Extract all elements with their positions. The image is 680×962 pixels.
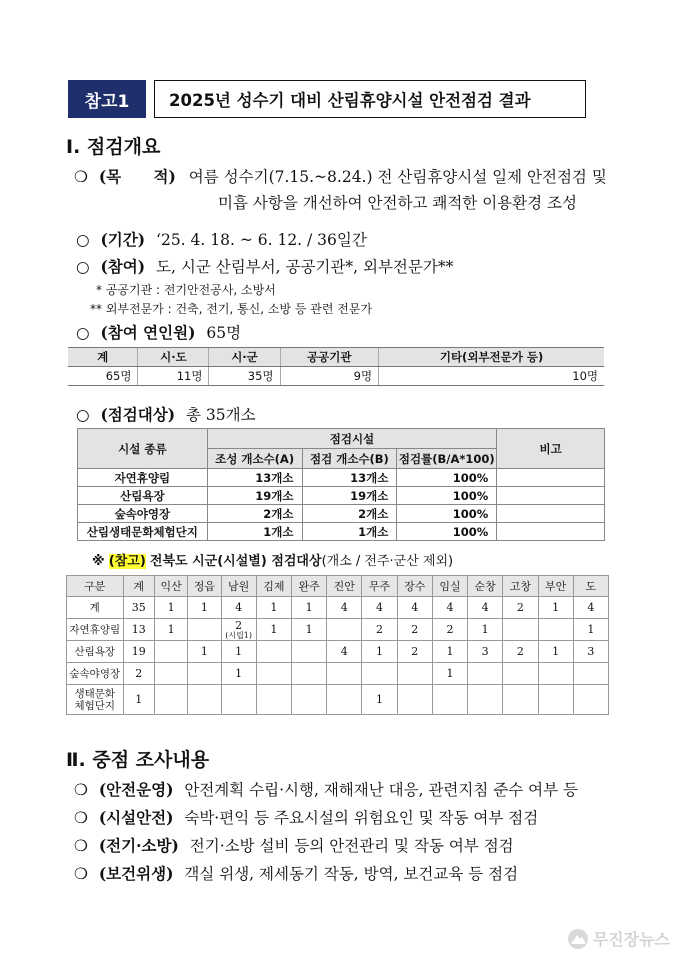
purpose-text-2: 미흡 사항을 개선하여 안전하고 쾌적한 이용환경 조성 [218,194,577,212]
table-cell [538,663,573,685]
table-cell: 1 [291,597,326,619]
table-cell: 1 [432,641,467,663]
participation-line [76,255,453,277]
col-header: 공공기관 [280,348,379,367]
table-cell: 35명 [209,367,280,386]
table-cell: 1 [154,619,187,641]
facility-table [77,428,605,541]
focus-label: (전기·소방) [98,836,179,855]
participation-label: (참여) [100,257,146,276]
table-cell: 1개소 [302,523,397,541]
table-cell: 4 [327,597,362,619]
col-header: 완주 [291,576,326,597]
table-cell: 2 [397,619,432,641]
col-header: 기타(외부전문가 등) [379,348,604,367]
purpose-line [74,165,607,187]
table-row [67,641,609,663]
col-header: 시·군 [209,348,280,367]
period-label: (기간) [100,230,146,249]
purpose-text-1: 여름 성수기(7.15.~8.24.) 전 산림휴양시설 일제 안전점검 및 [188,168,607,186]
row-name-line: 생태문화 [74,687,116,700]
row-name-line: 체험단지 [74,699,116,712]
table-cell: 4 [468,597,503,619]
table-cell: 1 [123,685,154,715]
table-cell: 1 [188,641,221,663]
table-cell: 1개소 [207,523,302,541]
watermark-text: 무진장뉴스 [592,930,670,949]
row-name: 숲속야영장 [67,663,124,685]
table-cell [327,619,362,641]
table-cell [291,641,326,663]
col-header: 익산 [154,576,187,597]
bullet-icon: ❍ [74,809,88,827]
row-name [67,685,124,715]
table-cell: 2 [503,641,538,663]
table-cell: 2 [123,663,154,685]
facility-name: 숲속야영장 [78,505,208,523]
table-cell: 3 [468,641,503,663]
row-name: 계 [67,597,124,619]
table-row [78,487,605,505]
table-cell [188,685,221,715]
purpose-label: (목 적) [98,167,176,186]
table-cell [497,487,605,505]
table-cell: 4 [397,597,432,619]
col-header: 남원 [221,576,256,597]
table-cell [291,663,326,685]
reference-tag: (참고) [108,554,146,569]
col-header: 무주 [362,576,397,597]
section-title-overview: Ⅰ. 점검개요 [66,136,161,158]
cell-value: 2 [235,618,243,632]
table-cell: 19개소 [302,487,397,505]
table-cell: 13 [123,619,154,641]
col-header-group: 점검시설 [207,429,497,449]
focus-label: (보건위생) [98,864,174,883]
table-cell [497,523,605,541]
table-cell [327,663,362,685]
participants-table [68,347,604,386]
col-header-rate: 점검률(B/A*100) [397,449,497,469]
reference-rest-text: (개소 / 전주·군산 제외) [321,554,454,569]
col-header: 정읍 [188,576,221,597]
table-cell: 1 [573,619,608,641]
table-cell [397,685,432,715]
table-cell: 4 [327,641,362,663]
watermark-logo [568,927,670,950]
table-cell: 100% [397,523,497,541]
col-header-type: 시설 종류 [78,429,208,469]
reference-mark: ※ [92,554,105,569]
table-cell [188,619,221,641]
table-cell: 1 [362,685,397,715]
table-cell: 35 [123,597,154,619]
reference-note [92,550,453,569]
table-cell [327,685,362,715]
bullet-icon: ❍ [74,837,88,855]
table-cell [468,663,503,685]
table-cell: 1 [221,663,256,685]
table-cell [256,641,291,663]
table-cell: 1 [538,597,573,619]
table-cell: 9명 [280,367,379,386]
table-row [78,523,605,541]
bullet-icon: ○ [76,231,90,249]
table-cell: 1 [188,597,221,619]
table-row [78,469,605,487]
table-cell [154,663,187,685]
table-cell [397,663,432,685]
table-cell: 2 [503,597,538,619]
table-cell: 10명 [379,367,604,386]
col-header: 장수 [397,576,432,597]
table-cell: 1 [432,663,467,685]
row-name: 산림욕장 [67,641,124,663]
table-cell: 13개소 [302,469,397,487]
table-cell [291,685,326,715]
bullet-icon: ○ [76,406,90,424]
table-cell [221,685,256,715]
note-public-agencies: * 공공기관 : 전기안전공사, 소방서 [96,283,276,297]
col-header: 부안 [538,576,573,597]
table-cell [256,685,291,715]
table-cell: 13개소 [207,469,302,487]
table-cell [154,685,187,715]
section-title-focus: Ⅱ. 중점 조사내용 [66,749,210,771]
bullet-icon: ❍ [74,781,88,799]
table-header-row [68,348,604,367]
table-row [67,663,609,685]
target-line [76,403,256,425]
table-cell [538,619,573,641]
bullet-icon: ❍ [74,865,88,883]
table-cell: 4 [362,597,397,619]
focus-text: 전기·소방 설비 등의 안전관리 및 작동 여부 점검 [189,837,514,855]
table-cell: 2개소 [207,505,302,523]
table-cell: 4 [573,597,608,619]
focus-item [74,806,538,828]
table-cell: 4 [432,597,467,619]
table-cell: 1 [538,641,573,663]
table-cell [503,663,538,685]
focus-text: 숙박·편익 등 주요시설의 위험요인 및 작동 여부 점검 [184,809,539,827]
table-cell: 1 [256,619,291,641]
col-header: 임실 [432,576,467,597]
table-row [67,685,609,715]
bullet-icon: ○ [76,258,90,276]
table-row [78,505,605,523]
table-cell: 1 [362,641,397,663]
bullet-icon: ❍ [74,168,88,186]
table-cell: 4 [221,597,256,619]
period-line [76,228,367,250]
table-cell: 1 [256,597,291,619]
bullet-icon: ○ [76,324,90,342]
mountain-icon [568,929,588,949]
table-cell [573,663,608,685]
col-header: 김제 [256,576,291,597]
table-cell [503,619,538,641]
focus-label: (안전운영) [98,780,174,799]
reference-bold-text: 전북도 시군(시설별) 점검대상 [149,554,322,569]
table-cell: 2 [432,619,467,641]
target-text: 총 35개소 [185,406,256,424]
table-cell: 1 [291,619,326,641]
col-header: 순창 [468,576,503,597]
target-label: (점검대상) [100,405,176,424]
table-cell: 1 [221,641,256,663]
col-header: 계 [68,348,138,367]
table-cell [573,685,608,715]
table-cell: 100% [397,469,497,487]
table-cell [538,685,573,715]
col-header: 진안 [327,576,362,597]
people-label: (참여 연인원) [100,323,196,342]
col-header: 도 [573,576,608,597]
table-cell: 11명 [138,367,209,386]
col-header-note: 비고 [497,429,605,469]
col-header-a: 조성 개소수(A) [207,449,302,469]
document-title: 2025년 성수기 대비 산림휴양시설 안전점검 결과 [154,80,586,118]
table-cell: 3 [573,641,608,663]
col-header: 시·도 [138,348,209,367]
table-cell [221,619,256,641]
table-cell: 2개소 [302,505,397,523]
focus-text: 안전계획 수립·시행, 재해재난 대응, 관련지침 준수 여부 등 [184,781,578,799]
facility-name: 자연휴양림 [78,469,208,487]
participation-text: 도, 시군 산림부서, 공공기관*, 외부전문가** [156,258,454,276]
focus-item [74,862,518,884]
table-row [67,597,609,619]
table-cell [256,663,291,685]
people-line [76,321,241,343]
col-header-b: 점검 개소수(B) [302,449,397,469]
table-cell [497,505,605,523]
table-cell [497,469,605,487]
focus-item [74,778,578,800]
table-cell [432,685,467,715]
col-header: 고창 [503,576,538,597]
table-row [67,619,609,641]
cell-subnote: (시립1) [225,630,253,640]
table-cell: 2 [397,641,432,663]
table-cell: 2 [362,619,397,641]
table-cell [362,663,397,685]
document-header [68,80,586,118]
facility-name: 산림욕장 [78,487,208,505]
table-cell: 100% [397,487,497,505]
table-cell: 1 [154,597,187,619]
period-text: ‘25. 4. 18. ~ 6. 12. / 36일간 [156,231,367,249]
table-header-row [67,576,609,597]
focus-label: (시설안전) [98,808,174,827]
table-cell [503,685,538,715]
note-external-experts: ** 외부전문가 : 건축, 전기, 통신, 소방 등 관련 전문가 [90,302,373,316]
table-cell: 19개소 [207,487,302,505]
table-cell: 19 [123,641,154,663]
row-name: 자연휴양림 [67,619,124,641]
col-header: 구분 [67,576,124,597]
focus-text: 객실 위생, 제세동기 작동, 방역, 보건교육 등 점검 [184,865,519,883]
facility-name: 산림생태문화체험단지 [78,523,208,541]
col-header: 계 [123,576,154,597]
table-row [68,367,604,386]
table-cell: 65명 [68,367,138,386]
table-cell [468,685,503,715]
table-cell: 1 [468,619,503,641]
table-cell [188,663,221,685]
focus-item [74,834,514,856]
reference-badge: 참고1 [68,80,146,118]
people-text: 65명 [206,324,242,342]
table-cell: 100% [397,505,497,523]
regional-table [66,575,609,715]
table-cell [154,641,187,663]
